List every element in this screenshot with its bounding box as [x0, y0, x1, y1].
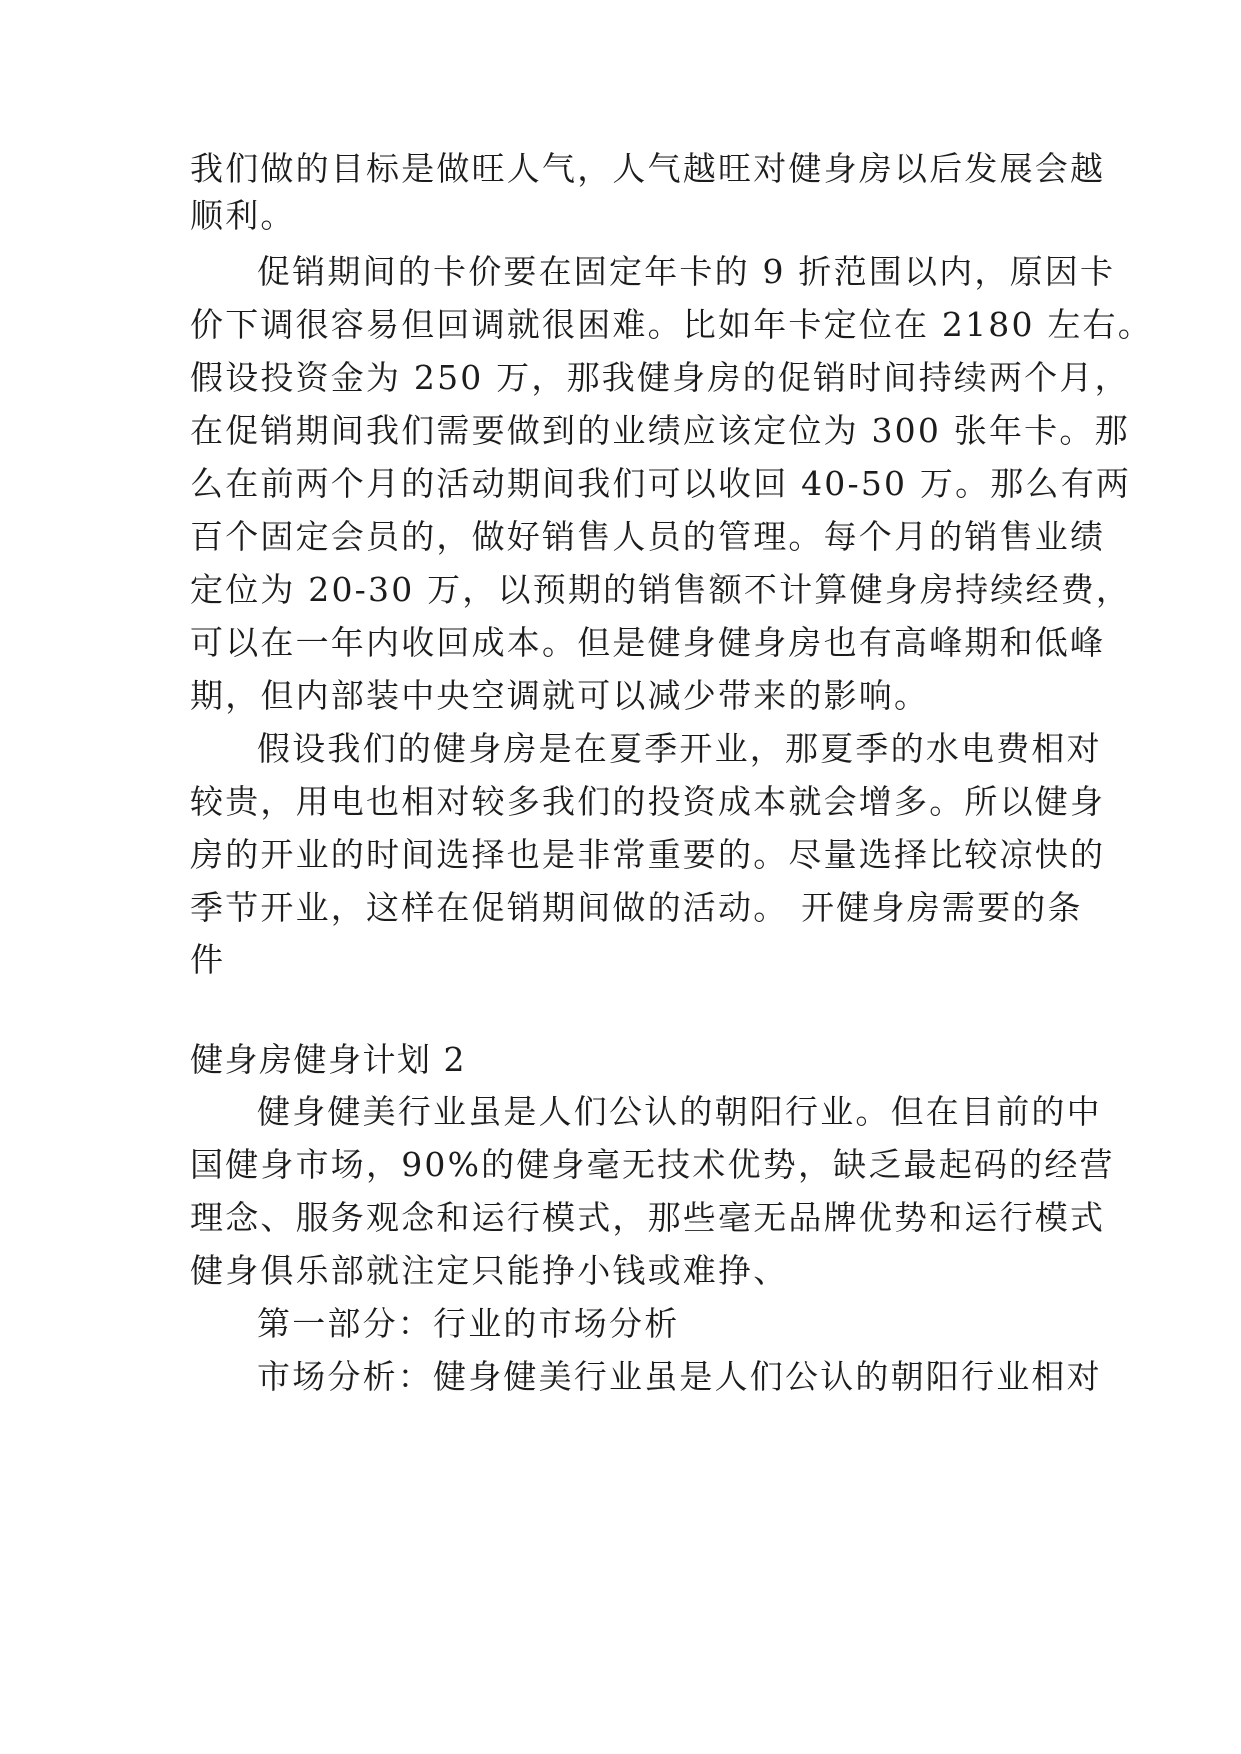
paragraph-line: 国健身市场，90%的健身毫无技术优势，缺乏最起码的经营: [190, 1145, 1115, 1184]
paragraph-line: 房的开业的时间选择也是非常重要的。尽量选择比较凉快的: [190, 835, 1106, 874]
paragraph-line: 较贵，用电也相对较多我们的投资成本就会增多。所以健身: [190, 782, 1106, 821]
paragraph-line: 定位为 20-30 万，以预期的销售额不计算健身房持续经费，: [190, 570, 1132, 609]
paragraph-line: 理念、服务观念和运行模式，那些毫无品牌优势和运行模式: [190, 1198, 1106, 1237]
paragraph-line: 假设投资金为 250 万，那我健身房的促销时间持续两个月，: [190, 358, 1130, 397]
paragraph-line: 健身健美行业虽是人们公认的朝阳行业。但在目前的中: [257, 1092, 1102, 1131]
paragraph-line: 促销期间的卡价要在固定年卡的 9 折范围以内，原因卡: [257, 252, 1116, 291]
paragraph-line: 季节开业，这样在促销期间做的活动。 开健身房需要的条: [190, 888, 1083, 927]
paragraph-line: 第一部分：行业的市场分析: [257, 1304, 680, 1343]
paragraph-line: 假设我们的健身房是在夏季开业，那夏季的水电费相对: [257, 729, 1102, 768]
paragraph-line: 价下调很容易但回调就很困难。比如年卡定位在 2180 左右。: [190, 305, 1153, 344]
paragraph-line: 在促销期间我们需要做到的业绩应该定位为 300 张年卡。那: [190, 411, 1130, 450]
paragraph-line: 期，但内部装中央空调就可以减少带来的影响。: [190, 676, 930, 715]
paragraph-line: 市场分析：健身健美行业虽是人们公认的朝阳行业相对: [257, 1357, 1102, 1396]
paragraph-line: 我们做的目标是做旺人气，人气越旺对健身房以后发展会越: [190, 149, 1106, 188]
paragraph-line: 么在前两个月的活动期间我们可以收回 40-50 万。那么有两: [190, 464, 1132, 503]
paragraph-line: 百个固定会员的，做好销售人员的管理。每个月的销售业绩: [190, 517, 1106, 556]
paragraph-line: 件: [190, 940, 226, 979]
paragraph-line: 可以在一年内收回成本。但是健身健身房也有高峰期和低峰: [190, 623, 1106, 662]
section-heading: 健身房健身计划 2: [190, 1040, 466, 1079]
paragraph-line: 健身俱乐部就注定只能挣小钱或难挣、: [190, 1251, 789, 1290]
paragraph-line: 顺利。: [190, 196, 296, 235]
